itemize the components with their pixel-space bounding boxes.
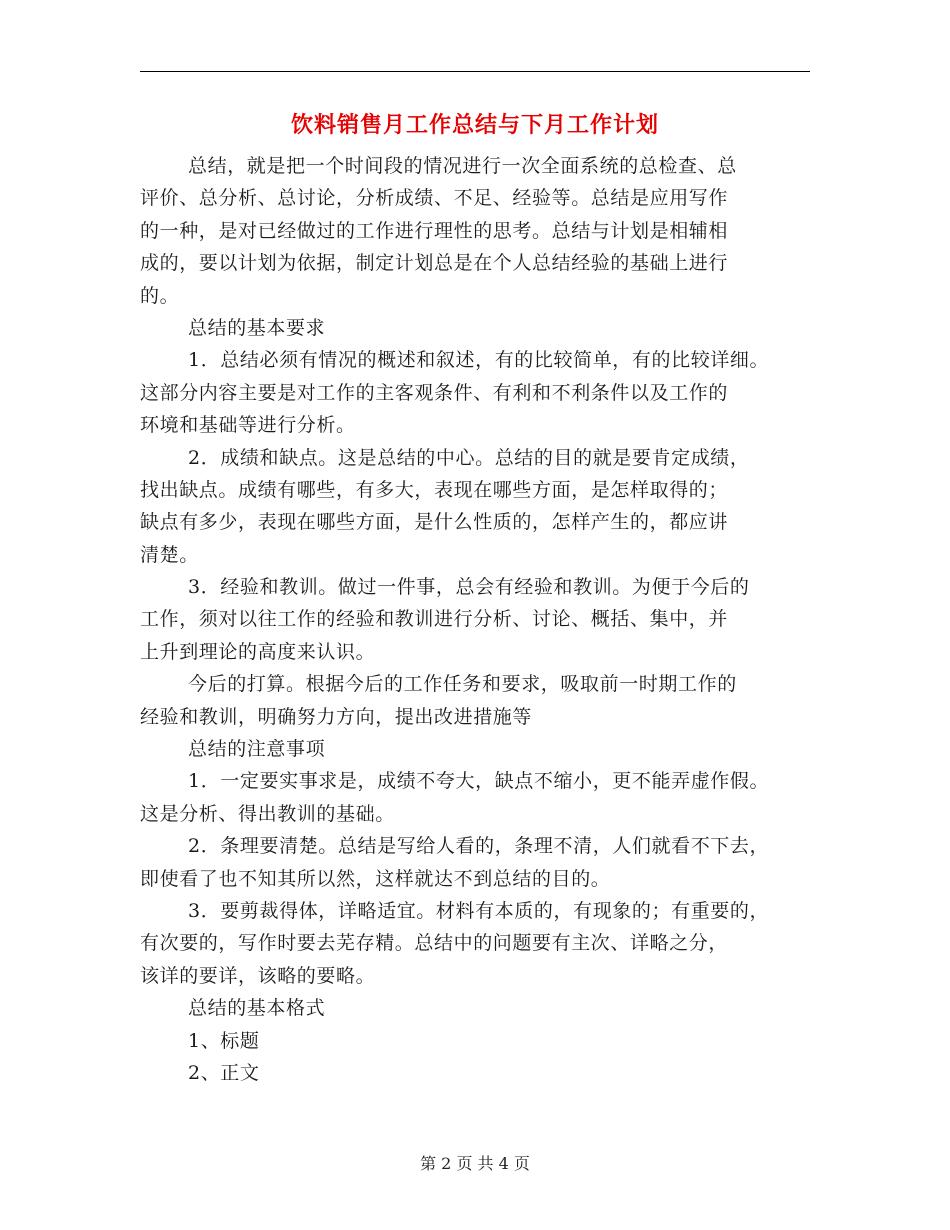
paragraph-line: 今后的打算。根据今后的工作任务和要求，吸取前一时期工作的 <box>188 673 737 696</box>
paragraph-line: 这部分内容主要是对工作的主客观条件、有利和不利条件以及工作的 <box>140 381 729 404</box>
paragraph-line: 1．一定要实事求是，成绩不夸大，缺点不缩小，更不能弄虚作假。 <box>188 770 770 793</box>
paragraph-line: 2．条理要清楚。总结是写给人看的，条理不清，人们就看不下去， <box>188 835 770 858</box>
list-item: 1、标题 <box>188 1029 260 1052</box>
document-title: 饮料销售月工作总结与下月工作计划 <box>290 113 659 138</box>
paragraph-line: 3．要剪裁得体，详略适宜。材料有本质的，有现象的；有重要的， <box>188 899 770 922</box>
paragraph-line: 缺点有多少，表现在哪些方面，是什么性质的，怎样产生的，都应讲 <box>140 511 729 534</box>
paragraph-line: 的。 <box>140 284 180 307</box>
section-heading: 总结的注意事项 <box>188 738 326 761</box>
paragraph-line: 评价、总分析、总讨论，分析成绩、不足、经验等。总结是应用写作 <box>140 187 729 210</box>
document-body <box>140 150 830 1089</box>
list-item: 2、正文 <box>188 1061 260 1084</box>
paragraph-line: 成的，要以计划为依据，制定计划总是在个人总结经验的基础上进行 <box>140 252 729 275</box>
section-heading: 总结的基本要求 <box>188 316 326 339</box>
paragraph-line: 环境和基础等进行分析。 <box>140 414 356 437</box>
page-number-footer: 第 2 页 共 4 页 <box>420 1154 530 1173</box>
paragraph-line: 找出缺点。成绩有哪些，有多大，表现在哪些方面，是怎样取得的； <box>140 478 729 501</box>
paragraph-line: 该详的要详，该略的要略。 <box>140 964 376 987</box>
paragraph-line: 有次要的，写作时要去芜存精。总结中的问题要有主次、详略之分， <box>140 932 729 955</box>
section-heading: 总结的基本格式 <box>188 997 326 1020</box>
paragraph-line: 工作，须对以往工作的经验和教训进行分析、讨论、概括、集中，并 <box>140 608 729 631</box>
header-rule <box>140 71 810 72</box>
paragraph-line: 总结，就是把一个时间段的情况进行一次全面系统的总检查、总 <box>188 155 737 177</box>
paragraph-line: 清楚。 <box>140 543 199 566</box>
paragraph-line: 1．总结必须有情况的概述和叙述，有的比较简单，有的比较详细。 <box>188 349 770 372</box>
paragraph-line: 3．经验和教训。做过一件事，总会有经验和教训。为便于今后的 <box>188 576 750 599</box>
paragraph-line: 上升到理论的高度来认识。 <box>140 640 376 663</box>
paragraph-line: 即使看了也不知其所以然，这样就达不到总结的目的。 <box>140 867 611 890</box>
paragraph-line: 2．成绩和缺点。这是总结的中心。总结的目的就是要肯定成绩， <box>188 446 750 469</box>
paragraph-line: 的一种，是对已经做过的工作进行理性的思考。总结与计划是相辅相 <box>140 219 729 242</box>
paragraph-line: 这是分析、得出教训的基础。 <box>140 802 395 825</box>
paragraph-line: 经验和教训，明确努力方向，提出改进措施等 <box>140 705 533 728</box>
